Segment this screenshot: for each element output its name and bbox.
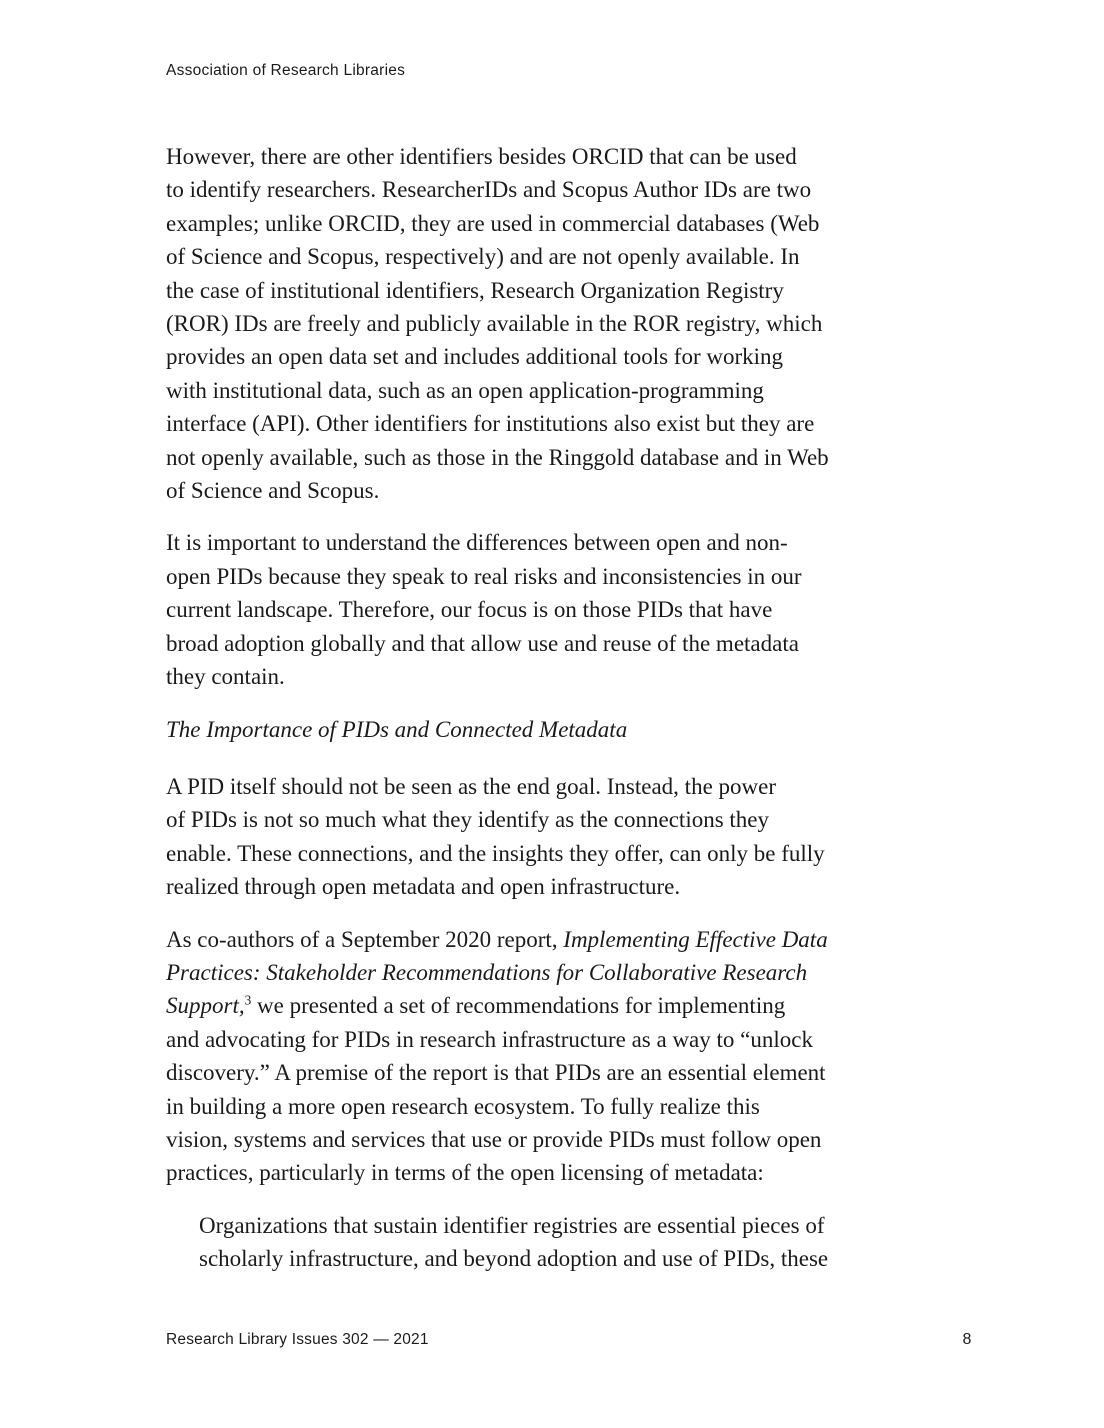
text-line: to identify researchers. ResearcherIDs and Scopus Author IDs are two [166, 177, 812, 203]
text-line: vision, systems and services that use or provide PIDs must follow open [166, 1126, 822, 1152]
text-line: in building a more open research ecosystem. To fully realize this [166, 1093, 760, 1119]
text-line: Organizations that sustain identifier registries are essential pieces of [199, 1212, 825, 1238]
text-line: It is important to understand the differences between open and non- [166, 530, 788, 556]
paragraph-1 [166, 140, 986, 507]
text-line: and advocating for PIDs in research infrastructure as a way to “unlock [166, 1026, 813, 1052]
text-line: However, there are other identifiers besides ORCID that can be used [166, 144, 797, 169]
text-line: they contain. [166, 664, 285, 690]
text-line: of Science and Scopus, respectively) and are not openly available. In [166, 244, 800, 270]
text-line: scholarly infrastructure, and beyond adoption and use of PIDs, these [199, 1246, 829, 1272]
text-line: A PID itself should not be seen as the end goal. Instead, the power [166, 773, 777, 799]
text-line: not openly available, such as those in the Ringgold database and in Web [166, 444, 829, 470]
text-line: of PIDs is not so much what they identify as the connections they [166, 807, 770, 833]
text-line [166, 956, 986, 989]
text-line: of Science and Scopus. [166, 478, 380, 504]
text-line: open PIDs because they speak to real risks and inconsistencies in our [166, 563, 802, 589]
paragraph-2 [166, 526, 986, 693]
text-line: realized through open metadata and open infrastructure. [166, 874, 681, 900]
text-line [166, 989, 986, 1022]
section-heading: The Importance of PIDs and Connected Metadata [166, 716, 628, 742]
text-run: As co-authors of a September 2020 report, [166, 926, 564, 952]
text-line: discovery.” A premise of the report is that PIDs are an essential element [166, 1060, 826, 1086]
footer-page-number: 8 [962, 1331, 972, 1348]
text-line [166, 923, 986, 956]
footnote-marker: 3 [244, 992, 252, 1008]
running-header: Association of Research Libraries [166, 62, 406, 79]
article-body [166, 140, 986, 1276]
footer-publication: Research Library Issues 302 — 2021 [166, 1331, 429, 1348]
text-line: the case of institutional identifiers, Research Organization Registry [166, 277, 784, 303]
text-line: current landscape. Therefore, our focus is on those PIDs that have [166, 597, 773, 623]
text-line: (ROR) IDs are freely and publicly available in the ROR registry, which [166, 311, 823, 337]
text-line: broad adoption globally and that allow use and reuse of the metadata [166, 630, 799, 656]
text-line: practices, particularly in terms of the open licensing of metadata: [166, 1160, 764, 1186]
text-line: provides an open data set and includes additional tools for working [166, 344, 784, 370]
block-quote [199, 1209, 986, 1276]
text-line: interface (API). Other identifiers for institutions also exist but they are [166, 411, 815, 437]
text-line: enable. These connections, and the insights they offer, can only be fully [166, 840, 825, 866]
paragraph-4 [166, 923, 986, 1190]
paragraph-3 [166, 770, 986, 904]
paragraph-4-continued [166, 1023, 986, 1190]
report-title-italic: Practices: Stakeholder Recommendations for Collaborative Research [166, 959, 808, 985]
report-title-italic: Support, [166, 993, 245, 1019]
text-run: we presented a set of recommendations for implementing [251, 993, 786, 1019]
text-line: examples; unlike ORCID, they are used in commercial databases (Web [166, 210, 820, 236]
text-line: with institutional data, such as an open application-programming [166, 377, 764, 403]
report-title-italic: Implementing Effective Data [563, 926, 828, 952]
